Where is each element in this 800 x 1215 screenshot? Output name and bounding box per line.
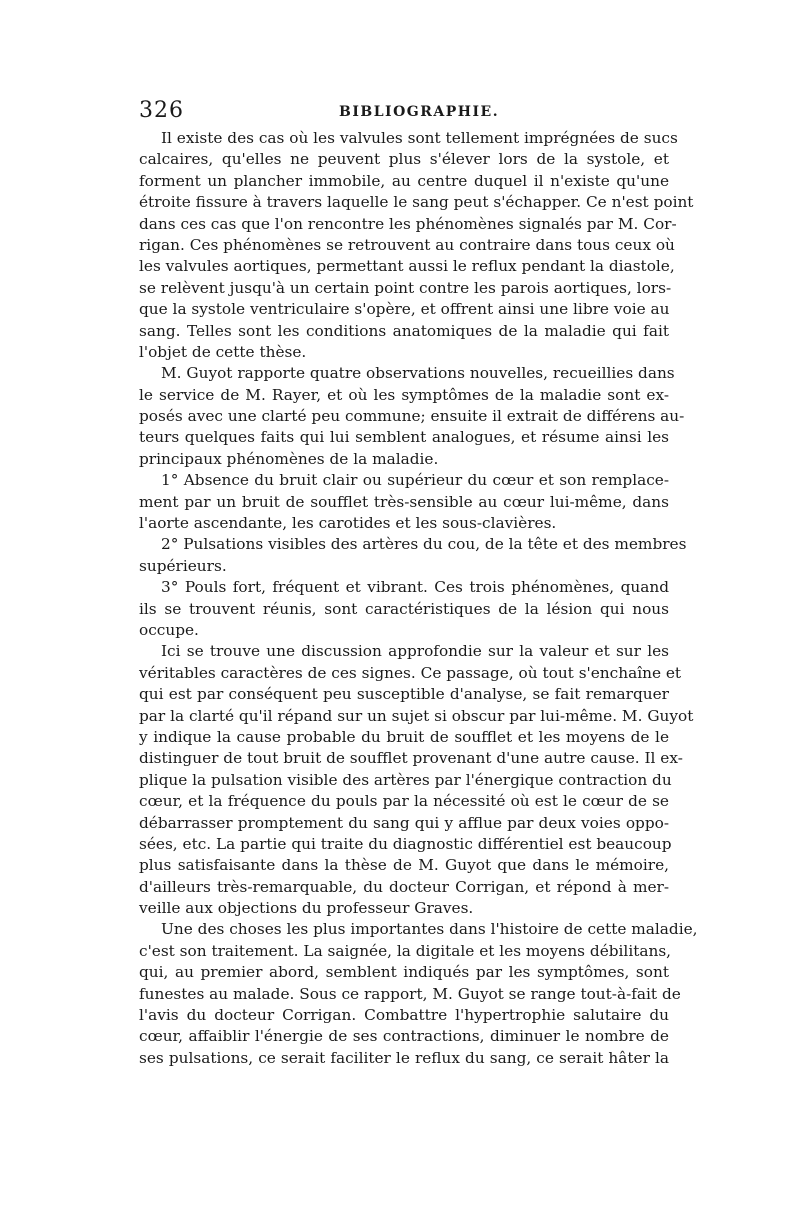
text-line: funestes au malade. Sous ce rapport, M. Guyot se range tout-à-fait de — [139, 984, 681, 1003]
text-line: M. Guyot rapporte quatre observations nouvelles, recueillies dans — [161, 364, 675, 383]
text-line: Une des choses les plus importantes dans l'histoire de cette maladie, — [161, 920, 698, 939]
text-line: que la systole ventriculaire s'opère, et offrent ainsi une libre voie au — [139, 300, 670, 319]
text-line: Il existe des cas où les valvules sont tellement imprégnées de sucs — [161, 129, 678, 147]
text-line: forment un plancher immobile, au centre duquel il n'existe qu'une — [139, 171, 669, 190]
text-line: sang. Telles sont les conditions anatomiques de la maladie qui fait — [139, 321, 669, 340]
text-line: y indique la cause probable du bruit de soufflet et les moyens de le — [139, 727, 669, 746]
text-line: Ici se trouve une discussion approfondie sur la valeur et sur les — [161, 642, 669, 661]
text-line: sées, etc. La partie qui traite du diagnostic différentiel est beaucoup — [139, 834, 672, 853]
text-line: c'est son traitement. La saignée, la digitale et les moyens débilitans, — [139, 941, 672, 960]
text-line: rigan. Ces phénomènes se retrouvent au contraire dans tous ceux où — [139, 235, 675, 254]
text-line: supérieurs. — [139, 556, 227, 575]
text-line: qui, au premier abord, semblent indiqués par les symptômes, sont — [139, 963, 669, 982]
text-line: 1° Absence du bruit clair ou supérieur du cœur et son remplace- — [161, 471, 669, 490]
text-line: d'ailleurs très-remarquable, du docteur Corrigan, et répond à mer- — [139, 877, 669, 896]
text-line: distinguer de tout bruit de soufflet provenant d'une autre cause. Il ex- — [139, 749, 683, 768]
text-line: les valvules aortiques, permettant aussi le reflux pendant la diastole, — [139, 257, 675, 276]
text-line: dans ces cas que l'on rencontre les phénomènes signalés par M. Cor- — [139, 214, 677, 233]
text-line: se relèvent jusqu'à un certain point contre les parois aortiques, lors- — [139, 278, 672, 297]
text-line: ses pulsations, ce serait faciliter le reflux du sang, ce serait hâter la — [139, 1048, 669, 1067]
text-line: principaux phénomènes de la maladie. — [139, 449, 439, 468]
text-line: qui est par conséquent peu susceptible d'analyse, se fait remarquer — [139, 685, 669, 704]
text-line: cœur, affaiblir l'énergie de ses contractions, diminuer le nombre de — [139, 1027, 669, 1046]
text-line: veille aux objections du professeur Graves. — [139, 899, 474, 918]
body-text — [139, 128, 698, 1069]
text-line: l'avis du docteur Corrigan. Combattre l'hypertrophie salutaire du — [139, 1006, 669, 1025]
text-line: 3° Pouls fort, fréquent et vibrant. Ces trois phénomènes, quand — [161, 578, 669, 597]
text-line: l'objet de cette thèse. — [139, 342, 307, 361]
page-number: 326 — [139, 98, 184, 123]
text-line: par la clarté qu'il répand sur un sujet si obscur par lui-même. M. Guyot — [139, 706, 694, 725]
text-line: plique la pulsation visible des artères par l'énergique contraction du — [139, 770, 672, 789]
text-line: ment par un bruit de soufflet très-sensible au cœur lui-même, dans — [139, 492, 669, 511]
text-line: 2° Pulsations visibles des artères du cou, de la tête et des membres — [161, 535, 687, 554]
page-header — [139, 98, 669, 128]
text-line: l'aorte ascendante, les carotides et les sous-clavières. — [139, 514, 557, 533]
text-line: véritables caractères de ces signes. Ce passage, où tout s'enchaîne et — [139, 663, 682, 682]
text-line: calcaires, qu'elles ne peuvent plus s'élever lors de la systole, et — [139, 150, 669, 169]
text-line: débarrasser promptement du sang qui y afflue par deux voies oppo- — [139, 813, 669, 832]
text-line: étroite fissure à travers laquelle le sang peut s'échapper. Ce n'est point — [139, 193, 694, 212]
text-line: posés avec une clarté peu commune; ensuite il extrait de différens au- — [139, 407, 685, 426]
running-head: BIBLIOGRAPHIE. — [339, 104, 500, 120]
text-line: plus satisfaisante dans la thèse de M. Guyot que dans le mémoire, — [139, 856, 669, 875]
text-line: ils se trouvent réunis, sont caractéristiques de la lésion qui nous — [139, 599, 669, 618]
text-line: teurs quelques faits qui lui semblent analogues, et résume ainsi les — [139, 428, 669, 447]
text-line: cœur, et la fréquence du pouls par la nécessité où est le cœur de se — [139, 792, 669, 811]
text-line: le service de M. Rayer, et où les symptômes de la maladie sont ex- — [139, 385, 669, 404]
text-line: occupe. — [139, 620, 199, 639]
